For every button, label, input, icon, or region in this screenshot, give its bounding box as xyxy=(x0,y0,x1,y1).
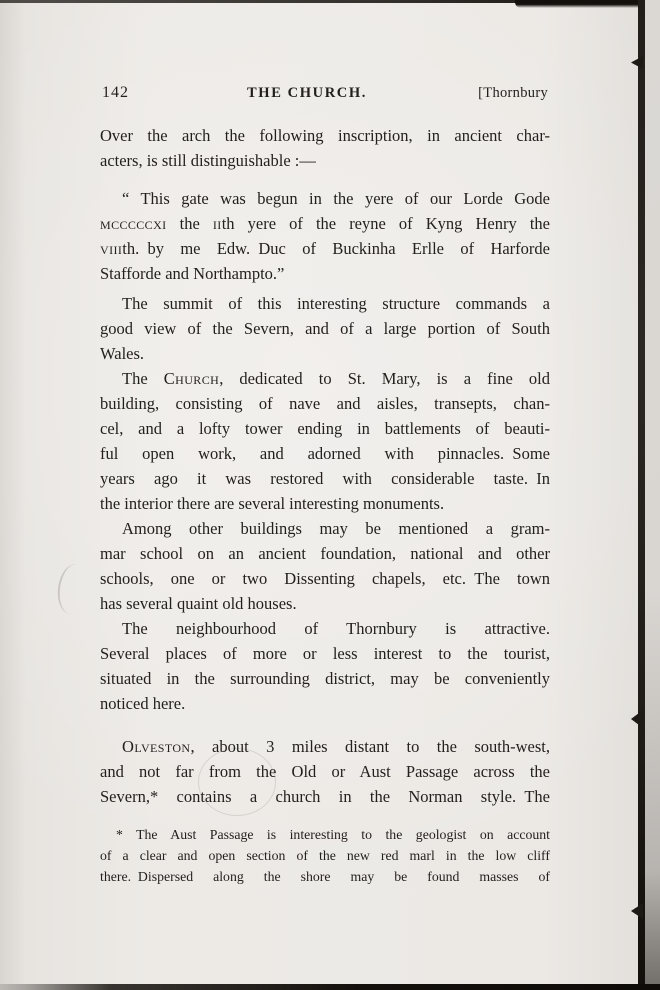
text-line xyxy=(100,616,550,641)
scan-edge-right xyxy=(638,0,645,990)
text-segment: years ago it was restored with considerable taste. In xyxy=(100,469,550,488)
text-segment: The summit of this interesting structure commands a xyxy=(122,294,550,313)
text-line xyxy=(100,261,550,286)
text-segment: ii xyxy=(212,214,222,233)
text-line xyxy=(100,541,550,566)
binding-notch xyxy=(631,903,643,919)
para-inscription-intro xyxy=(100,123,550,173)
text-segment: acters, is still distinguishable :— xyxy=(100,151,316,170)
text-line xyxy=(100,211,550,236)
text-segment: the xyxy=(166,214,213,233)
para-neighbourhood xyxy=(100,616,550,716)
text-line xyxy=(100,391,550,416)
text-line xyxy=(100,341,550,366)
text-line xyxy=(100,784,550,809)
text-line xyxy=(100,759,550,784)
text-segment: , about 3 miles distant to the south-west, xyxy=(190,737,550,756)
text-segment: Several places of more or less interest to the tourist, xyxy=(100,644,550,663)
text-line xyxy=(100,845,550,866)
text-segment: Among other buildings may be mentioned a gram- xyxy=(122,519,550,538)
text-line xyxy=(100,466,550,491)
footnote-aust-passage xyxy=(100,824,550,887)
text-segment: th yere of the reyne of Kyng Henry the xyxy=(221,214,550,233)
text-line xyxy=(100,641,550,666)
text-segment: situated in the surrounding district, may be conveniently xyxy=(100,669,550,688)
text-segment: has several quaint old houses. xyxy=(100,594,297,613)
text-segment: of a clear and open section of the new red marl in the low cliff xyxy=(100,848,550,863)
text-line xyxy=(100,516,550,541)
para-olveston xyxy=(100,734,550,809)
text-segment: Wales. xyxy=(100,344,145,363)
text-segment: mcccccxi xyxy=(100,214,167,233)
adjacent-page-edge xyxy=(645,0,660,990)
text-line xyxy=(100,441,550,466)
text-segment: viii xyxy=(100,239,123,258)
text-segment: Stafforde and Northampto.” xyxy=(100,264,285,283)
text-segment: Severn,* contains a church in the Norman style. The xyxy=(100,787,550,806)
text-line xyxy=(100,148,550,173)
para-other-buildings xyxy=(100,516,550,616)
text-segment: and not far from the Old or Aust Passage across the xyxy=(100,762,550,781)
text-line xyxy=(100,236,550,261)
paper-crease xyxy=(55,562,92,616)
text-segment: schools, one or two Dissenting chapels, etc. The town xyxy=(100,569,550,588)
text-segment: Over the arch the following inscription, in ancient char- xyxy=(100,126,550,145)
text-segment: the interior there are several interesting monuments. xyxy=(100,494,445,513)
text-line xyxy=(100,824,550,845)
text-segment: “ This gate was begun in the yere of our Lorde Gode xyxy=(122,189,550,208)
text-segment: mar school on an ancient foundation, national and other xyxy=(100,544,550,563)
page-content xyxy=(100,84,550,887)
text-line xyxy=(100,566,550,591)
text-segment: good view of the Severn, and of a large portion of South xyxy=(100,319,550,338)
text-segment: cel, and a lofty tower ending in battlements of beauti- xyxy=(100,419,550,438)
scan-edge-bottom xyxy=(0,984,660,990)
text-segment: , dedicated to St. Mary, is a fine old xyxy=(219,369,550,388)
text-segment: there. Dispersed along the shore may be found masses of xyxy=(100,869,550,884)
text-line xyxy=(100,734,550,759)
text-segment: building, consisting of nave and aisles, transepts, chan- xyxy=(100,394,550,413)
text-segment: Church xyxy=(163,369,220,388)
text-line xyxy=(100,291,550,316)
page-body xyxy=(100,123,550,887)
page-header xyxy=(100,84,550,102)
binding-notch xyxy=(631,710,643,728)
header-section-note: [Thornbury xyxy=(478,85,548,101)
running-title: THE CHURCH. xyxy=(247,85,367,101)
text-line xyxy=(100,666,550,691)
text-line xyxy=(100,491,550,516)
text-segment: Olveston xyxy=(122,737,191,756)
text-segment: th. by me Edw. Duc of Buckinha Erlle of Harforde xyxy=(122,239,550,258)
text-line xyxy=(100,416,550,441)
para-gate-inscription-quote xyxy=(100,186,550,286)
text-segment: noticed here. xyxy=(100,694,186,713)
text-segment: The xyxy=(122,369,164,388)
text-line xyxy=(100,866,550,887)
text-line xyxy=(100,316,550,341)
para-church xyxy=(100,366,550,516)
binding-notch xyxy=(631,56,643,69)
text-line xyxy=(100,366,550,391)
text-line xyxy=(100,186,550,211)
text-segment: ful open work, and adorned with pinnacles. Some xyxy=(100,444,550,463)
page-number: 142 xyxy=(102,84,129,101)
text-line xyxy=(100,691,550,716)
text-segment: * The Aust Passage is interesting to the geologist on account xyxy=(116,827,550,842)
text-segment: The neighbourhood of Thornbury is attractive. xyxy=(122,619,550,638)
text-line xyxy=(100,591,550,616)
text-line xyxy=(100,123,550,148)
para-summit xyxy=(100,291,550,366)
